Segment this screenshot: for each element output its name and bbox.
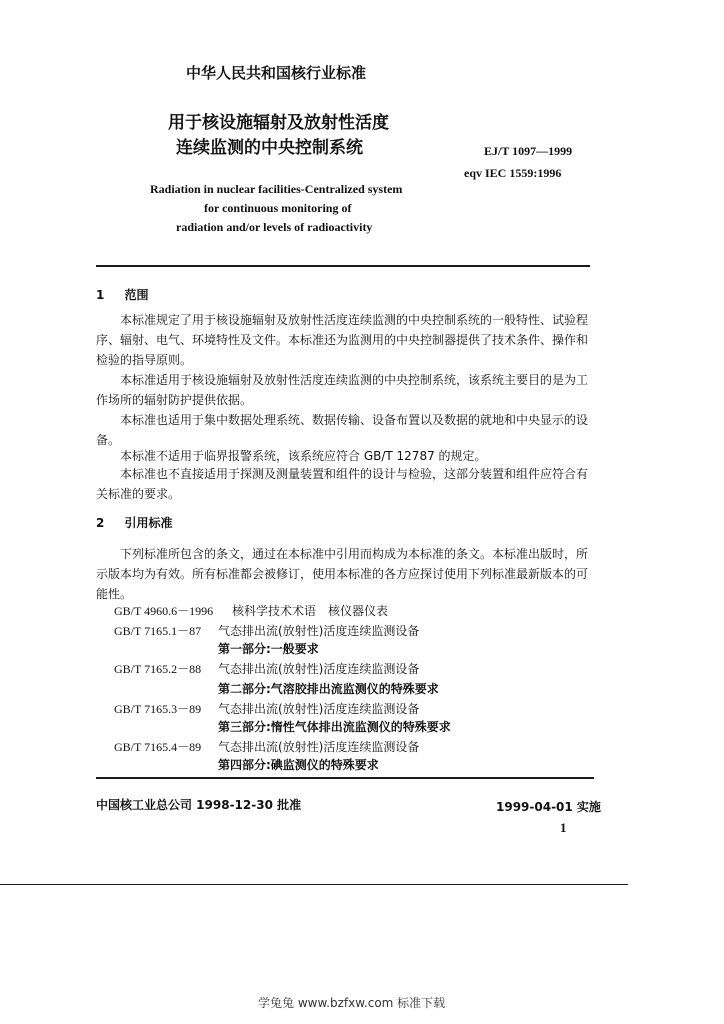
- ref-title: 气态排出流(放射性)活度连续监测设备: [218, 702, 420, 716]
- title-line-2: 连续监测的中央控制系统: [176, 138, 363, 158]
- section-2-number: 2: [96, 516, 105, 530]
- section-1-number: 1: [96, 288, 105, 302]
- page-number: 1: [560, 820, 567, 835]
- header-divider: [96, 265, 590, 267]
- ref-title: 气态排出流(放射性)活度连续监测设备: [218, 740, 420, 754]
- ref-title: 核科学技术术语 核仪器仪表: [232, 604, 389, 618]
- watermark: 学兔兔 www.bzfxw.com 标准下载: [258, 996, 446, 1010]
- section-1-paragraph: 本标准也适用于集中数据处理系统、数据传输、设备布置以及数据的就地和中央显示的设备。: [96, 413, 589, 447]
- approval-note: 中国核工业总公司 1998-12-30 批准: [96, 798, 302, 812]
- ref-subtitle: 第一部分:一般要求: [218, 642, 319, 656]
- section-2-title: 引用标准: [124, 516, 173, 530]
- ref-code: GB/T 7165.4－89: [114, 740, 202, 754]
- footer-divider: [96, 777, 594, 779]
- org-title: 中华人民共和国核行业标准: [186, 64, 367, 82]
- section-1-heading: [96, 286, 149, 303]
- title-line-1: 用于核设施辐射及放射性活度: [168, 113, 389, 133]
- ref-subtitle: 第二部分:气溶胶排出流监测仪的特殊要求: [218, 682, 439, 696]
- section-1-paragraph: 本标准不适用于临界报警系统，该系统应符合 GB/T 12787 的规定。: [120, 449, 487, 463]
- ref-code: GB/T 7165.1－87: [114, 624, 202, 638]
- standard-number: EJ/T 1097—1999: [484, 144, 573, 158]
- ref-code: GB/T 4960.6－1996: [114, 604, 214, 618]
- section-2-intro: 下列标准所包含的条文，通过在本标准中引用而构成为本标准的条文。本标准出版时，所示版本均为有效。所有标准都会被修订，使用本标准的各方应探讨使用下列标准最新版本的可能性。: [96, 547, 589, 601]
- english-title-line-2: for continuous monitoring of: [204, 201, 352, 215]
- ref-title: 气态排出流(放射性)活度连续监测设备: [218, 624, 420, 638]
- ref-subtitle: 第四部分:碘监测仪的特殊要求: [218, 758, 379, 772]
- section-1-title: 范围: [124, 288, 149, 302]
- ref-title: 气态排出流(放射性)活度连续监测设备: [218, 662, 420, 676]
- english-title-line-1: Radiation in nuclear facilities-Centralized system: [150, 182, 403, 196]
- section-1-paragraph: 本标准适用于核设施辐射及放射性活度连续监测的中央控制系统，该系统主要目的是为工作场所的辐射防护提供依据。: [96, 373, 589, 407]
- ref-code: GB/T 7165.3－89: [114, 702, 202, 716]
- ref-code: GB/T 7165.2－88: [114, 662, 202, 676]
- page-edge-line: [0, 884, 628, 885]
- section-1-paragraph: 本标准也不直接适用于探测及测量装置和组件的设计与检验，这部分装置和组件应符合有关标准的要求。: [96, 467, 589, 501]
- english-title-line-3: radiation and/or levels of radioactivity: [176, 220, 373, 234]
- ref-subtitle: 第三部分:惰性气体排出流监测仪的特殊要求: [218, 720, 451, 734]
- equivalent-standard: eqv IEC 1559:1996: [464, 166, 562, 180]
- implementation-date: 1999-04-01 实施: [496, 800, 601, 814]
- section-1-paragraph: 本标准规定了用于核设施辐射及放射性活度连续监测的中央控制系统的一般特性、试验程序、辐射、电气、环境特性及文件。本标准还为监测用的中央控制器提供了技术条件、操作和检验的指导原则。: [96, 313, 589, 367]
- section-2-heading: [96, 514, 173, 531]
